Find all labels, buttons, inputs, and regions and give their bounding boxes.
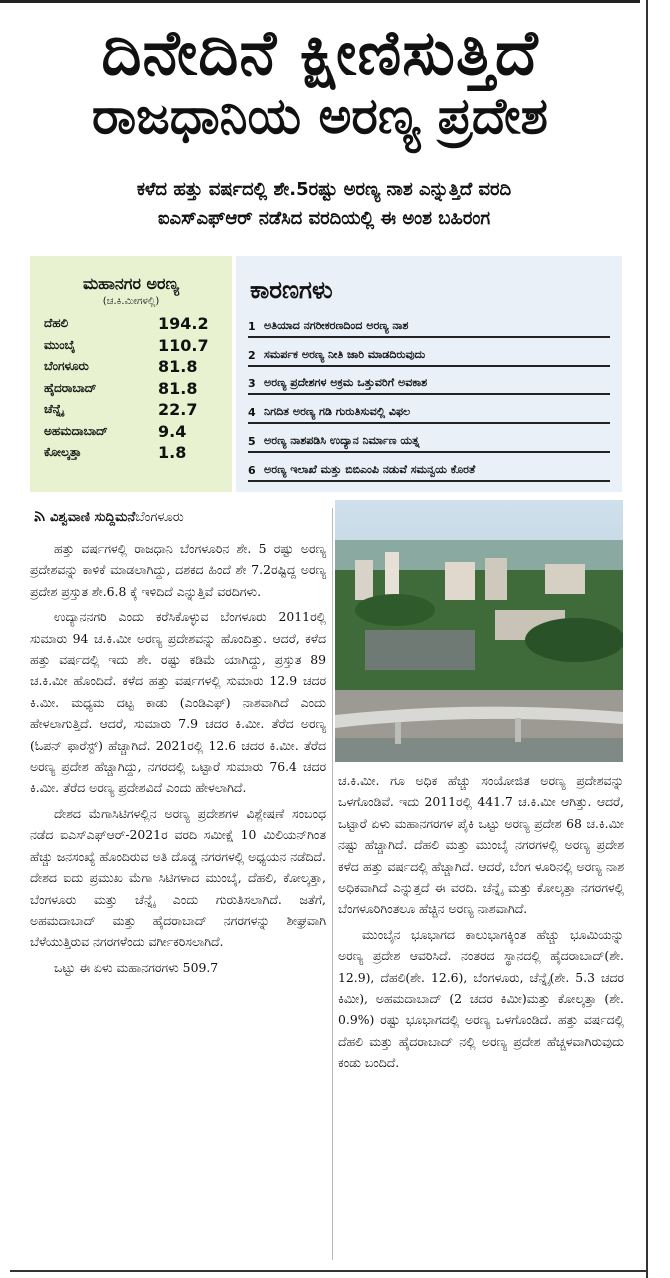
stats-row (30, 442, 232, 464)
stats-row (30, 399, 232, 421)
stats-city: ದೆಹಲಿ (44, 316, 69, 331)
bottom-rule (10, 1270, 648, 1272)
reason-item (248, 456, 610, 482)
headline-line-2: ರಾಜಧಾನಿಯ ಅರಣ್ಯ ಪ್ರದೇಶ (92, 86, 548, 145)
reason-number: 4 (248, 406, 256, 420)
stats-city: ಅಹಮದಾಬಾದ್ (44, 423, 108, 438)
stats-value: 22.7 (158, 400, 198, 420)
reason-text: ಅರಣ್ಯ ನಾಶಪಡಿಸಿ ಉದ್ಯಾನ ನಿರ್ಮಾಣ ಯತ್ನ (264, 433, 420, 447)
stats-value: 9.4 (158, 421, 187, 441)
right-rule (646, 0, 648, 1278)
stats-row (30, 421, 232, 443)
reasons-box (236, 256, 622, 492)
paragraph: ಒಟ್ಟು ಈ ಏಳು ಮಹಾನಗರಗಳು 509.7 (54, 959, 219, 975)
headline-line-1: ದಿನೇದಿನೆ ಕ್ಷೀಣಿಸುತ್ತಿದೆ (101, 16, 539, 89)
stats-title: ಮಹಾನಗರ ಅರಣ್ಯ (82, 274, 180, 293)
reason-text: ಅರಣ್ಯ ಇಲಾಖೆ ಮತ್ತು ಬಿಬಿಎಂಪಿ ನಡುವೆ ಸಮನ್ವಯ ಕೊರತೆ (264, 462, 476, 476)
reason-number: 1 (248, 319, 256, 333)
reason-number: 2 (248, 348, 256, 362)
stats-row (30, 356, 232, 378)
reason-number: 5 (248, 434, 256, 448)
reason-item (248, 398, 610, 424)
paragraph: ಚ.ಕಿ.ಮೀ. ಗೂ ಅಧಿಕ ಹೆಚ್ಚು ಸಂಯೋಜಿತ ಅರಣ್ಯ ಪ್ರದೇಶವನ್ನು ಒಳಗೊಂಡಿವೆ. ಇದು 2011ರಲ್ಲಿ 441.7 ಚ.ಕಿ.ಮೀ ಆಗಿತ್ತು. ಆದರೆ, ಒಟ್ಟಾರೆ ಏಳು ಮಹಾನಗರಗಳ ಪೈಕಿ ಒಟ್ಟು ಅರಣ್ಯ ಪ್ರದೇಶ 68 ಚ.ಕಿ.ಮೀ ನಷ್ಟು ಹೆಚ್ಚಾಗಿದೆ. ದೆಹಲಿ ಮತ್ತು ಮುಂಬೈ ನಗರಗಳಲ್ಲಿ ಅರಣ್ಯ ಪ್ರದೇಶ ಕಳೆದ ಹತ್ತು ವರ್ಷದಲ್ಲಿ ಹೆಚ್ಚಾಗಿದೆ. ಆದರೆ, ಬೆಂಗ ಳೂರಿನಲ್ಲಿ ಅರಣ್ಯ ನಾಶ ಅಧಿಕವಾಗಿದೆ ಎನ್ನುತ್ತದೆ ಈ ವರದಿ. ಚೆನ್ನೈ ಮತ್ತು ಕೋಲ್ಕತ್ತಾ ನಗರಗಳಲ್ಲಿ ಬೆಂಗಳೂರಿಗಿಂತಲೂ ಹೆಚ್ಚಿನ ಅರಣ್ಯ ನಾಶವಾಗಿದೆ. (338, 773, 624, 917)
stats-city: ಮುಂಬೈ (44, 337, 76, 352)
stats-row (30, 313, 232, 335)
paragraph: ಮುಂಬೈನ ಭೂಭಾಗದ ಕಾಲುಭಾಗಕ್ಕಿಂತ ಹೆಚ್ಚು ಭೂಮಿಯನ್ನು ಅರಣ್ಯ ಪ್ರದೇಶ ಆವರಿಸಿದೆ. ನಂತರದ ಸ್ಥಾನದಲ್ಲಿ ಹೈದರಾಬಾದ್(ಶೇ. 12.9), ದೆಹಲಿ(ಶೇ. 12.6), ಬೆಂಗಳೂರು, ಚೆನ್ನೈ(ಶೇ. 5.3 ಚದರ ಕಿಮೀ), ಅಹಮದಾಬಾದ್ (2 ಚದರ ಕಿಮೀ)ಮತ್ತು ಕೋಲ್ಕತ್ತಾ (ಶೇ. 0.9%) ರಷ್ಟು ಭೂಭಾಗದಲ್ಲಿ ಅರಣ್ಯ ಒಳಗೊಂಡಿದೆ. ಹತ್ತು ವರ್ಷದಲ್ಲಿ ದೆಹಲಿ ಮತ್ತು ಹೈದರಾಬಾದ್ ನಲ್ಲಿ ಅರಣ್ಯ ಪ್ರದೇಶ ಹೆಚ್ಚಳವಾಗಿರುವುದು ಕಂಡು ಬಂದಿದೆ. (338, 926, 624, 1071)
subheadline-line-2: ಐಎಸ್‌ಎಫ್‌ಆರ್ ನಡೆಸಿದ ವರದಿಯಲ್ಲಿ ಈ ಅಂಶ ಬಹಿರಂಗ (157, 207, 491, 229)
stats-row (30, 335, 232, 357)
stats-value: 194.2 (158, 314, 209, 334)
column-divider (332, 508, 333, 1260)
stats-city: ಕೋಲ್ಕತ್ತಾ (44, 445, 82, 460)
stats-value: 81.8 (158, 378, 198, 398)
byline-source: ವಿಶ್ವವಾಣಿ ಸುದ್ದಿಮನೆ (50, 510, 136, 525)
stats-city: ಬೆಂಗಳೂರು (44, 359, 89, 374)
article-column-1 (30, 538, 326, 982)
rss-icon (34, 510, 46, 522)
paragraph: ದೇಶದ ಮೆಗಾಸಿಟಿಗಳಲ್ಲಿನ ಅರಣ್ಯ ಪ್ರದೇಶಗಳ ವಿಶ್ಲೇಷಣೆ ಸಂಬಂಧ ನಡೆದ ಐಎಸ್‌ಎಫ್‌ಆರ್-2021ರ ವರದಿ ಸಮೀಕ್ಷೆ 10 ಮಿಲಿಯನ್‌ಗಿಂತ ಹೆಚ್ಚು ಜನಸಂಖ್ಯೆ ಹೊಂದಿರುವ ಅತಿ ದೊಡ್ಡ ನಗರಗಳಲ್ಲಿ ಅಧ್ಯಯನ ನಡೆದಿದೆ. ದೇಶದ ಐದು ಪ್ರಮುಖ ಮೆಗಾ ಸಿಟಿಗಳಾದ ಮುಂಬೈ, ದೆಹಲಿ, ಕೋಲ್ಕತ್ತಾ, ಬೆಂಗಳೂರು ಮತ್ತು ಚೆನ್ನೈ ಎಂದು ಗುರುತಿಸಲಾಗಿದೆ. ಜತೆಗೆ, ಅಹಮದಾಬಾದ್ ಮತ್ತು ಹೈದರಾಬಾದ್ ನಗರಗಳನ್ನು ಶೀಘ್ರವಾಗಿ ಬೆಳೆಯುತ್ತಿರುವ ನಗರಗಳೆಂದು ವರ್ಗೀಕರಿಸಲಾಗಿದೆ. (30, 805, 326, 950)
reason-text: ನಿಗದಿತ ಅರಣ್ಯ ಗಡಿ ಗುರುತಿಸುವಲ್ಲಿ ವಿಫಲ (264, 405, 411, 419)
reason-text: ಅತಿಯಾದ ನಗರೀಕರಣದಿಂದ ಅರಣ್ಯ ನಾಶ (264, 318, 409, 332)
stats-city: ಹೈದರಾಬಾದ್ (44, 380, 97, 395)
paragraph: ಉದ್ಯಾನನಗರಿ ಎಂದು ಕರೆಸಿಕೊಳ್ಳುವ ಬೆಂಗಳೂರು 2011ರಲ್ಲಿ ಸುಮಾರು 94 ಚ.ಕಿ.ಮೀ ಅರಣ್ಯ ಪ್ರದೇಶವನ್ನು ಹೊಂದಿತ್ತು. ಆದರೆ, ಕಳೆದ ಹತ್ತು ವರ್ಷದಲ್ಲಿ ಇದು ಶೇ. ರಷ್ಟು ಕಡಿಮೆ ಯಾಗಿದ್ದು, ಪ್ರಸ್ತುತ 89 ಚ.ಕಿ.ಮೀ ಹೊಂದಿದೆ. ಕಳೆದ ಹತ್ತು ವರ್ಷಗಳಲ್ಲಿ ಸುಮಾರು 12.9 ಚದರ ಕಿ.ಮೀ. ಮಧ್ಯಮ ದಟ್ಟ ಕಾಡು (ಎಂಡಿಎಫ್) ನಾಶವಾಗಿದೆ ಎಂದು ಹೇಳಲಾಗುತ್ತಿದೆ. ಆದರೆ, ಸುಮಾರು 7.9 ಚದರ ಕಿ.ಮೀ. ತೆರೆದ ಅರಣ್ಯ (ಓಪನ್ ಫಾರೆಸ್ಟ್) ಹೆಚ್ಚಾಗಿದೆ. 2021ರಲ್ಲಿ 12.6 ಚದರ ಕಿ.ಮೀ. ತೆರೆದ ಅರಣ್ಯ ಪ್ರದೇಶ ಹೆಚ್ಚಾಗಿದ್ದು, ನಗರದಲ್ಲಿ ಒಟ್ಟಾರೆ ಸುಮಾರು 76.4 ಚದರ ಕಿ.ಮೀ. ತೆರೆದ ಅರಣ್ಯ ಪ್ರದೇಶವಿದೆ ಎಂದು ಹೇಳಲಾಗಿದೆ. (30, 609, 326, 796)
stats-row (30, 378, 232, 400)
subheadline-line-1: ಕಳೆದ ಹತ್ತು ವರ್ಷದಲ್ಲಿ ಶೇ.5ರಷ್ಟು ಅರಣ್ಯ ನಾಶ ಎನ್ನುತ್ತಿದೆ ವರದಿ (136, 179, 512, 200)
stats-value: 81.8 (158, 357, 198, 377)
article-column-2 (338, 770, 624, 1078)
reason-text: ಅರಣ್ಯ ಪ್ರದೇಶಗಳ ಅಕ್ರಮ ಒತ್ತುವರಿಗೆ ಅವಕಾಶ (264, 376, 428, 390)
reasons-list (248, 312, 610, 485)
reason-number: 6 (248, 463, 256, 477)
paragraph: ಹತ್ತು ವರ್ಷಗಳಲ್ಲಿ ರಾಜಧಾನಿ ಬೆಂಗಳೂರಿನ ಶೇ. 5 ರಷ್ಟು ಅರಣ್ಯ ಪ್ರದೇಶವನ್ನು ಕಾಳಿಕೆ ಮಾಡಲಾಗಿದ್ದು, ದಶಕದ ಹಿಂದೆ ಶೇ 7.2ರಷ್ಟಿದ್ದ ಅರಣ್ಯ ಪ್ರದೇಶ ಪ್ರಸ್ತುತ ಶೇ.6.8 ಕ್ಕೆ ಇಳಿದಿದೆ ಎನ್ನುತ್ತಿವೆ ವರದಿಗಳು. (30, 541, 326, 599)
reasons-title: ಕಾರಣಗಳು (250, 276, 333, 304)
metro-forest-stats-box (30, 256, 232, 492)
reason-text: ಸಮರ್ಪಕ ಅರಣ್ಯ ನೀತಿ ಜಾರಿ ಮಾಡದಿರುವುದು (264, 347, 426, 361)
stats-value: 110.7 (158, 335, 209, 355)
stats-unit: (ಚ.ಕಿ.ಮೀಗಳಲ್ಲಿ) (102, 296, 160, 307)
reason-item (248, 341, 610, 367)
reason-item (248, 312, 610, 338)
byline-place: ಬೆಂಗಳೂರು (135, 510, 184, 525)
subheadline (8, 176, 640, 234)
reason-number: 3 (248, 377, 256, 391)
reason-item (248, 427, 610, 453)
stats-value: 1.8 (158, 443, 187, 463)
reason-item (248, 370, 610, 396)
byline (34, 510, 184, 525)
headline (0, 16, 640, 145)
city-aerial-photo (335, 500, 623, 762)
stats-city: ಚೆನ್ನೈ (44, 402, 64, 417)
top-rule (0, 0, 640, 3)
